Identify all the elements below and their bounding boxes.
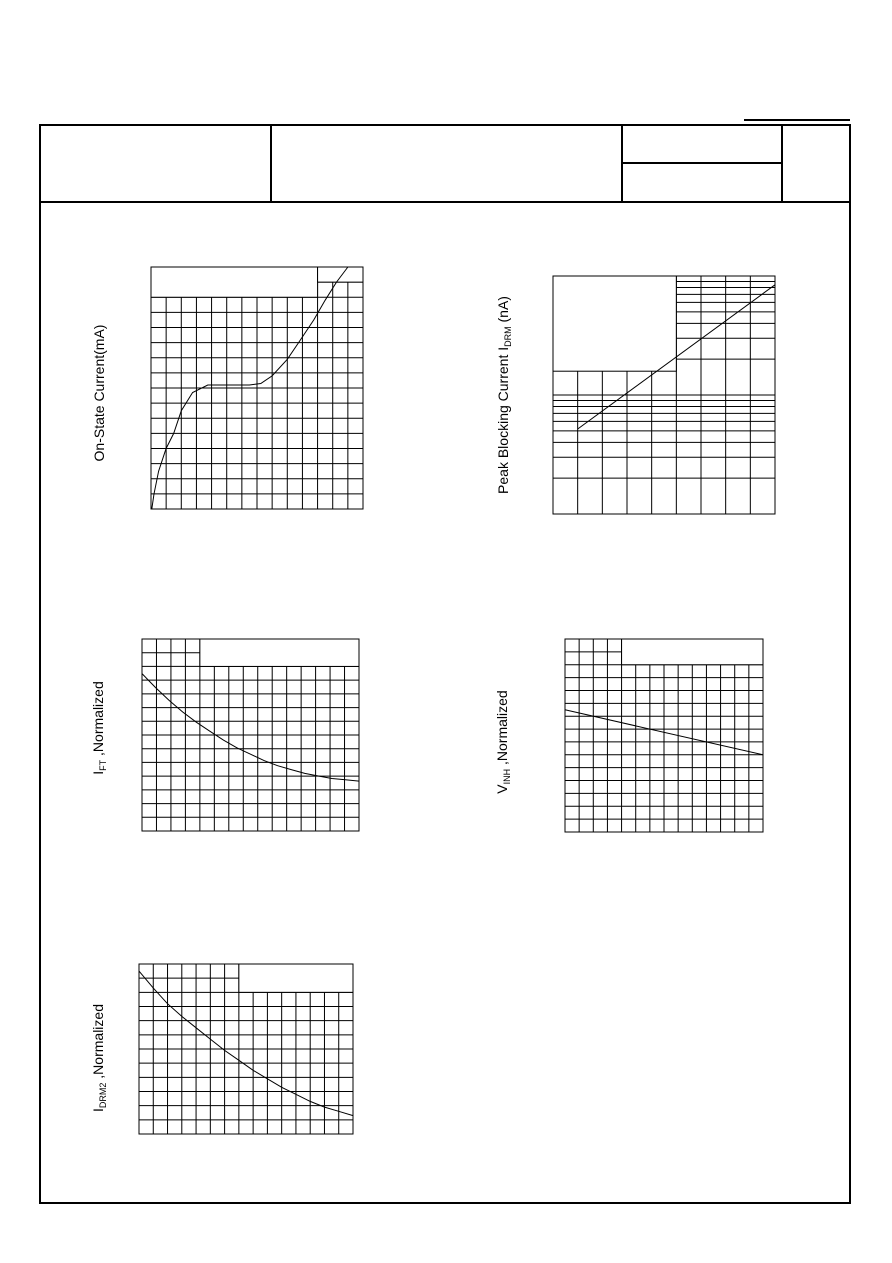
chart-on-state-current (91, 267, 363, 509)
y-axis-label: On-State Current(mA) (91, 324, 107, 462)
data-line (142, 674, 359, 782)
y-axis-label: Peak Blocking Current $I_{DRM}$ (nA) (495, 296, 513, 494)
y-axis-label: $I_{FT}$ ,Normalized (90, 681, 108, 775)
grid (565, 639, 763, 832)
grid (151, 267, 363, 509)
legend-box-area (622, 639, 763, 665)
legend-box-area (553, 276, 676, 371)
legend-box (622, 639, 763, 665)
grid (142, 639, 359, 831)
y-axis-label: $V_{INH}$ ,Normalized (494, 690, 512, 794)
legend-box (151, 267, 363, 297)
legend-box-area (318, 267, 363, 282)
legend-box (553, 276, 676, 371)
legend-box (200, 639, 359, 666)
legend-box (239, 964, 353, 992)
y-axis-label: $I_{DRM2}$ ,Normalized (90, 1004, 108, 1112)
chart-idrm2-normalized (90, 964, 353, 1134)
chart-vinh-normalized (494, 639, 763, 832)
legend-box-area (151, 267, 318, 297)
chart-peak-blocking-current (495, 276, 775, 514)
legend-box-area (239, 964, 353, 992)
legend-box-area (200, 639, 359, 666)
chart-ift-normalized (90, 639, 359, 831)
